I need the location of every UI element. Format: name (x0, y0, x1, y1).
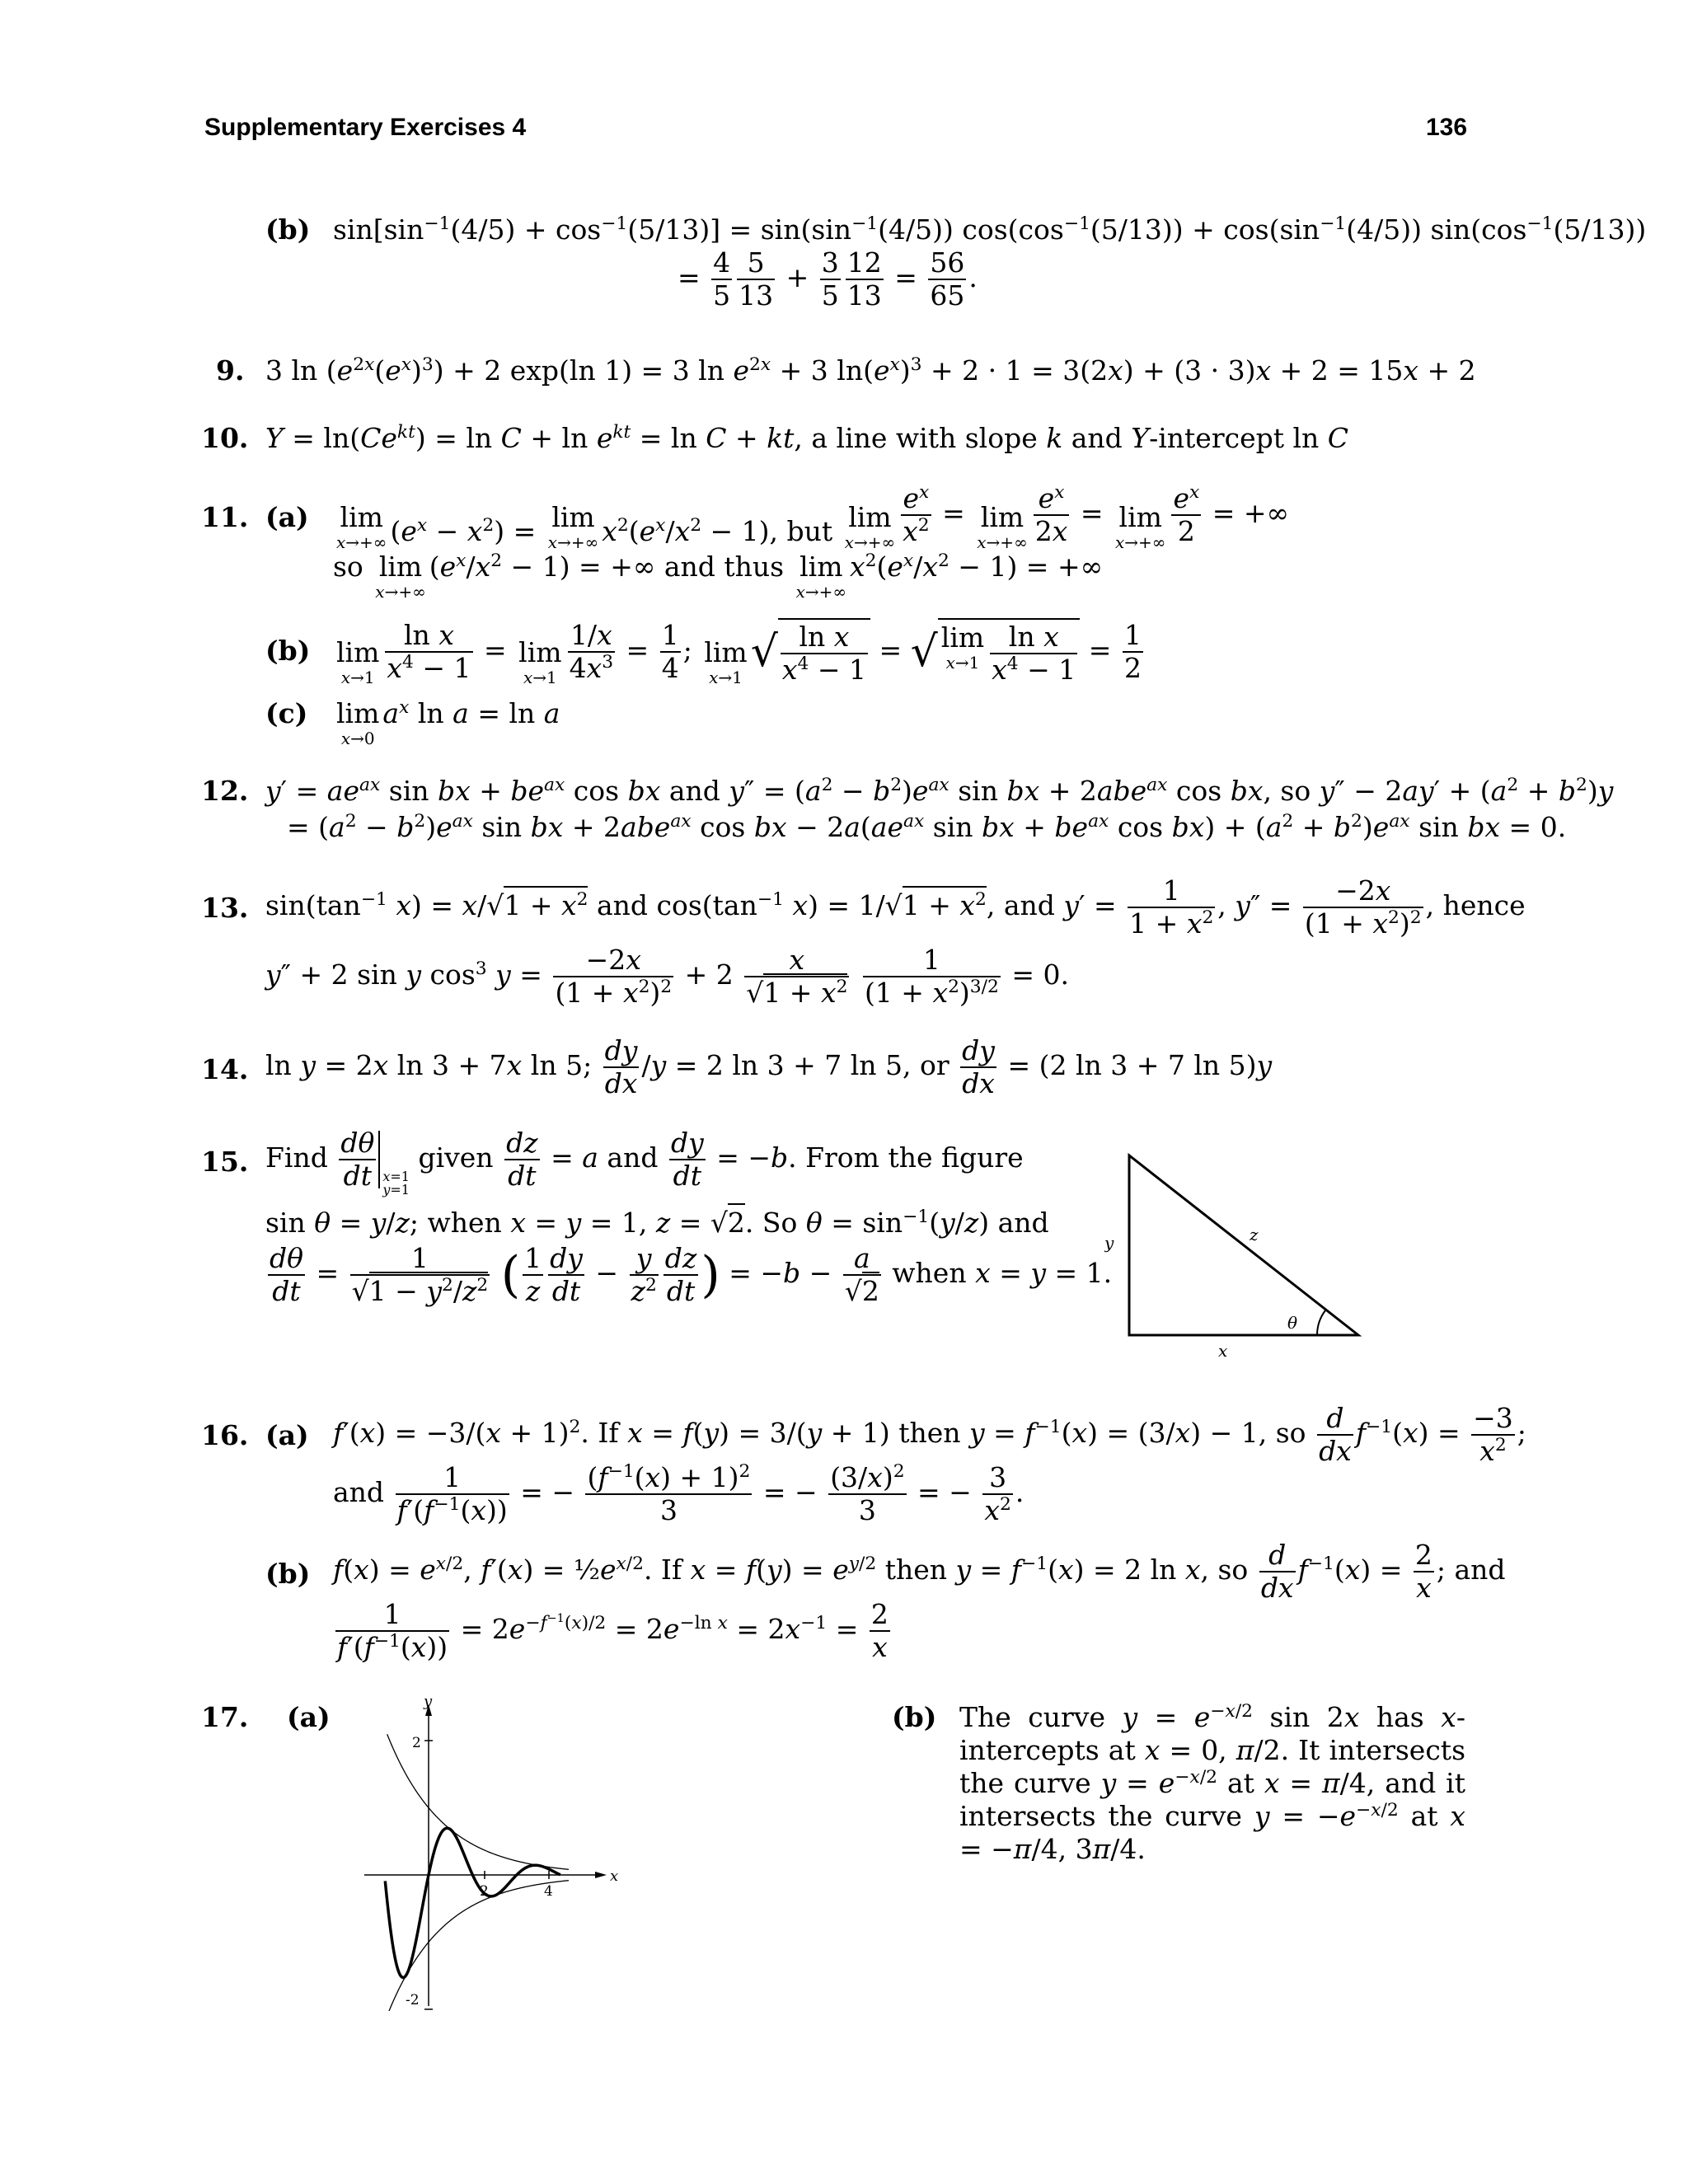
exercise-number: 17. (201, 1701, 249, 1733)
part-label: (a) (287, 1701, 331, 1733)
part-label: (b) (265, 635, 311, 667)
part-label: (c) (265, 697, 308, 729)
ytick-label-neg2: -2 (406, 1992, 420, 2008)
math-line: $\sin(\tan^{-1}$ $x) = x/√1 + x^2$ and $\cos(\tan^{-1}$ $x) = 1/√1 + x^2$, and y′ = $\frac{1}{1 + x^2}$ , y″ = $\frac{-2x}{(1 + x^2)^2}$ , hence (265, 874, 1526, 940)
math-line: lim x→1 $\frac{\text{ln x}}{x^4 - 1}$ = lim x→1 $\frac{1/x}{4x^3}$ = $\frac{1}{4}$ ; lim x→1 √ $\frac{\text{ln x}}{x^4 - 1}$ = √ lim x→1 $\frac{\text{ln x}}{x^4 - 1}$ = $\frac{1}{2}$ (336, 619, 1142, 687)
exercise-number: 15. (201, 1146, 249, 1178)
right-triangle-figure (1104, 1146, 1385, 1368)
math-line: $\frac{d\theta}{dt}$ = $\frac{1}{√1 - y^2/z^2}$ ( $\frac{1}{z}$ $\frac{dy}{dt}$ − $\frac{y}{z^2}$ $\frac{dz}{dt}$ ) = −b − $\frac{a}{√2}$ when x = y = 1. (270, 1242, 1113, 1307)
exercise-number: 10. (201, 422, 249, 454)
math-line: 3 $\ln (e^{2x}(e^x)^3) + 2$ exp(ln 1) = 3 $\ln e^{2x} + 3$ $\ln(e^x)^3 + 2 \cdot 1 = 3(2x) + (3 \cdot 3)x + 2 = 15x + 2$ (265, 354, 1476, 387)
xtick-label-4: 4 (544, 1883, 553, 1900)
page-number: 136 (1426, 114, 1468, 141)
x-axis-arrow (595, 1872, 607, 1878)
exercise-17b-text: The curve $y = e^{-x/2}$ sin 2x has x-intercepts at x = 0, π/2. It intersects the curve $y = e^{-x/2}$ at x = π/4, and it intersects the curve $y = -e^{-x/2}$ at x = −π/4, 3π/4. (959, 1701, 1466, 1865)
ytick-label-2: 2 (412, 1735, 421, 1751)
upper-envelope-curve (387, 1734, 569, 1869)
math-line: $f'(x) = -3/(x + 1)^2$. If x = f(y) = 3/(y + 1) then $y = f^{-1}(x) = (3/x) - 1$, so $\frac{d}{dx}$ $f^{-1}(x)$ = $\frac{-3}{x^2}$ ; (333, 1402, 1526, 1467)
damped-sine-curve (385, 1828, 560, 1977)
math-line: $\sin[\sin^{-1}(4/5) + \cos^{-1}(5/13)] = \sin(\sin^{-1}(4/5)) \cos(\cos^{-1}(5/13)) + \cos(\sin^{-1}(4/5))$ $\sin(\cos^{-1}(5/13))$ (333, 213, 1647, 246)
math-line: Find $\frac{d\theta}{dt}$ x=1 y=1 given $\frac{dz}{dt}$ = a and $\frac{dy}{dt}$ = −b. From the figure (265, 1127, 1024, 1197)
label-theta: θ (1287, 1313, 1298, 1333)
part-label: (a) (265, 501, 309, 533)
exercise-number: 14. (201, 1053, 249, 1085)
label-z: z (1250, 1225, 1259, 1244)
x-axis-label: x (610, 1868, 619, 1885)
math-line: = $(a^2 - b^2)e^{ax}$ sin bx + 2abe$^{ax}$ cos bx − $2a(ae^{ax}$ sin bx + $be^{ax}$ $\cos bx) + (a^2 + b^2)e^{ax}$ sin bx = 0. (287, 811, 1567, 843)
math-line: = $\frac{4}{5}$ $\frac{5}{13}$ + $\frac{3}{5}$ $\frac{12}{13}$ = $\frac{56}{65}$ . (678, 246, 978, 312)
math-line: $f(x) = e^{x/2}$, $f'(x) = \frac{1}{2}e^{x/2}$. If $x = f(y) = e^{y/2}$ then $y = f^{-1}(x) = 2$ ln x, so $\frac{d}{dx}$ $f^{-1}(x)$ = $\frac{2}{x}$ ; and (333, 1539, 1506, 1604)
part-label: (a) (265, 1419, 309, 1451)
part-label: (b) (265, 213, 311, 246)
label-y: y (1104, 1233, 1114, 1253)
math-line: so lim x→+∞ $(e^x/x^2 - 1)$ = +∞ and thus lim x→+∞ $x^2(e^x/x^2 - 1)$ = +∞ (333, 551, 1104, 602)
label-x: x (1218, 1341, 1228, 1361)
exercise-number: 12. (201, 775, 249, 807)
math-line: y″ + 2 sin y $\cos^3 y$ = $\frac{-2x}{(1 + x^2)^2}$ + 2 $\frac{x}{√1 + x^2}$ $\frac{1}{(1 + x^2)^{3/2}}$ = 0. (265, 944, 1069, 1009)
damped-sine-graph (346, 1698, 626, 2011)
math-line: lim x→0 $a^x$ ln a = ln a (336, 697, 560, 748)
exercise-number: 13. (201, 892, 249, 924)
angle-arc (1317, 1310, 1325, 1335)
math-line: and $\frac{1}{f'(f^{-1}(x))}$ = − $\frac{(f^{-1}(x) + 1)^2}{3}$ = − $\frac{(3/x)^2}{3}$ = − $\frac{3}{x^2}$ . (333, 1461, 1025, 1526)
exercise-number: 9. (216, 354, 245, 387)
math-line: ln y = 2x ln 3 + 7x ln 5; $\frac{dy}{dx}$ /y = 2 ln 3 + 7 ln 5, or $\frac{dy}{dx}$ = (2 ln 3 + 7 ln 5)y (265, 1034, 1273, 1099)
exercise-number: 11. (201, 501, 249, 533)
xtick-label-2: 2 (480, 1883, 489, 1900)
math-line: $y' = ae^{ax}$ sin bx + $be^{ax}$ cos bx and $y'' = (a^2 - b^2)e^{ax}$ sin bx + 2abe$^{ax}$ cos bx, so $y'' - 2ay' + (a^2 + b^2)y$ (265, 775, 1614, 807)
math-line: lim x→+∞ $(e^x - x^2)$ = lim x→+∞ $x^2(e^x/x^2 - 1)$, but lim x→+∞ $\frac{e^x}{x^2}$ = lim x→+∞ $\frac{e^x}{2x}$ = lim x→+∞ $\frac{e^x}{2}$ = +∞ (336, 482, 1290, 552)
math-line: sin θ = y/z; when x = y = 1, z = √2. So $\theta = \sin^{-1}(y/z)$ and (265, 1207, 1049, 1240)
math-line: $\frac{1}{f'(f^{-1}(x))}$ = $2e^{-f^{-1}(x)/2} = 2e^{-ln x} = 2x^{-1}$ = $\frac{2}{x}$ (337, 1598, 889, 1663)
part-label: (b) (892, 1701, 937, 1733)
triangle (1129, 1155, 1358, 1335)
exercise-number: 16. (201, 1419, 249, 1451)
part-label: (b) (265, 1558, 311, 1590)
running-head: Supplementary Exercises 4 (204, 114, 527, 141)
math-line: $Y = \ln(Ce^{kt}) = \ln C + \ln e^{kt} = \ln C$ + kt, a line with slope k and Y-intercept ln C (265, 422, 1349, 454)
y-axis-label: y (424, 1698, 433, 1710)
